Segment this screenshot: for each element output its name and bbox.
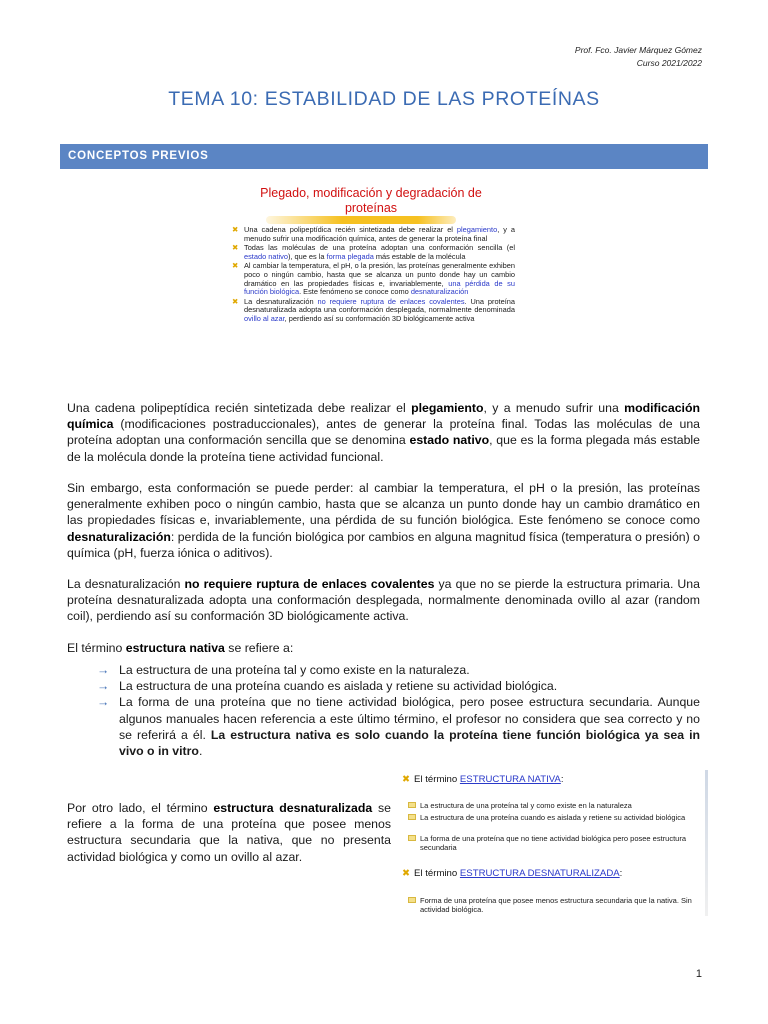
slide-bullet: ✖ Al cambiar la temperatura, el pH, o la presión, las proteínas generalmente exhiben poco o ningún cambio, hasta que se alcanza un punto donde hay un cambio dramático en las propiedades físicas e, invariablemente, una pérdida de su función biológica. Este fenómeno se conoce como desnaturalización xyxy=(232,261,515,297)
document-title: TEMA 10: ESTABILIDAD DE LAS PROTEÍNAS xyxy=(168,88,600,110)
slide-heading-desnaturalizada: ✖ El término ESTRUCTURA DESNATURALIZADA: xyxy=(402,868,623,879)
arrow-icon: → xyxy=(97,679,110,694)
square-bullet-icon xyxy=(408,835,416,841)
square-bullet-icon xyxy=(408,814,416,820)
slide-figure-plegado xyxy=(226,186,516,390)
slide-figure-estructura xyxy=(398,770,708,916)
slide-bullet: ✖ La desnaturalización no requiere ruptura de enlaces covalentes. Una proteína desnaturalizada adopta una conformación desplegada, normalmente denominada ovillo al azar, perdiendo así su conformación 3D biológicamente activa xyxy=(232,296,515,323)
arrow-icon: → xyxy=(97,663,110,677)
list-item: → La forma de una proteína que no tiene actividad biológica, pero posee estructura secundaria. Aunque algunos manuales hacen referencia a este último término, el profesor no considera que sea correcto y no se referirá a él. La estructura nativa es solo cuando la proteína tiene función biológica ya sea in vivo o in vitro. xyxy=(97,695,700,759)
slide-bullet-list xyxy=(230,226,515,325)
highlight-stroke xyxy=(266,216,456,224)
bullet-icon: ✖ xyxy=(232,243,239,253)
slide-subitem: La estructura de una proteína tal y como existe en la naturaleza xyxy=(420,801,702,810)
bullet-icon: ✖ xyxy=(402,774,411,785)
slide-title: Plegado, modificación y degradación de proteínas xyxy=(260,186,482,215)
definition-list xyxy=(97,662,700,759)
paragraph-plegamiento: Una cadena polipeptídica recién sintetizada debe realizar el plegamiento, y a menudo sufrir una modificación química (modificaciones postraduccionales), antes de generar la proteína final. Todas las moléculas de una proteína adoptan una conformación sencilla que se denomina estado nativo, que es la forma plegada más estable de la molécula donde la proteína tiene actividad funcional. xyxy=(67,401,700,464)
bullet-icon: ✖ xyxy=(232,296,239,306)
slide-subitem: Forma de una proteína que posee menos estructura secundaria que la nativa. Sin actividad biológica. xyxy=(420,896,702,914)
paragraph-estructura-desnaturalizada: Por otro lado, el término estructura desnaturalizada se refiere a la forma de una proteína que posee menos estructura secundaria que la nativa, que no presenta actividad biológica y como un ovillo al azar. xyxy=(67,801,392,864)
square-bullet-icon xyxy=(408,802,416,808)
section-header: CONCEPTOS PREVIOS xyxy=(60,144,708,169)
course-year: Curso 2021/2022 xyxy=(636,58,702,68)
slide-subitem: La estructura de una proteína cuando es aislada y retiene su actividad biológica xyxy=(420,813,702,822)
author-name: Prof. Fco. Javier Márquez Gómez xyxy=(574,45,702,55)
slide-edge xyxy=(705,770,708,916)
slide-heading-nativa: ✖ El término ESTRUCTURA NATIVA: xyxy=(402,774,564,785)
slide-subitem: La forma de una proteína que no tiene actividad biológica pero posee estructura secundaria xyxy=(420,834,702,852)
arrow-icon: → xyxy=(97,695,110,710)
paragraph-desnaturalizacion: Sin embargo, esta conformación se puede perder: al cambiar la temperatura, el pH o la presión, las proteínas generalmente exhiben poco o ningún cambio, hasta que se alcanza un punto donde hay un cambio dramático en las propiedades físicas e, invariablemente, una pérdida de su función biológica. Este fenómeno se conoce como desnaturalización: perdida de la función biológica por cambios en alguna magnitud física (temperatura o presión) o química (pH, fuerza iónica o aditivos). xyxy=(67,481,700,560)
page-number: 1 xyxy=(695,968,702,980)
bullet-icon: ✖ xyxy=(232,261,239,271)
slide-bullet: ✖ Una cadena polipeptídica recién sintetizada debe realizar el plegamiento, y a menudo sufrir una modificación química, antes de generar la proteína final xyxy=(232,225,515,243)
paragraph-estructura-nativa: El término estructura nativa se refiere a: xyxy=(67,641,294,655)
paragraph-enlaces: La desnaturalización no requiere ruptura de enlaces covalentes ya que no se pierde la estructura primaria. Una proteína desnaturalizada adopta una conformación desplegada, normalmente denominada ovillo al azar (random coil), perdiendo así su conformación 3D biológicamente activa. xyxy=(67,577,700,624)
bullet-icon: ✖ xyxy=(232,225,239,234)
square-bullet-icon xyxy=(408,897,416,903)
slide-bullet: ✖ Todas las moléculas de una proteína adoptan una conformación sencilla (el estado nativo), que es la forma plegada más estable de la molécula xyxy=(232,243,515,261)
bullet-icon: ✖ xyxy=(402,868,411,879)
list-item: → La estructura de una proteína cuando es aislada y retiene su actividad biológica. xyxy=(97,679,558,694)
header-meta xyxy=(575,44,702,70)
list-item: → La estructura de una proteína tal y como existe en la naturaleza. xyxy=(97,663,470,677)
